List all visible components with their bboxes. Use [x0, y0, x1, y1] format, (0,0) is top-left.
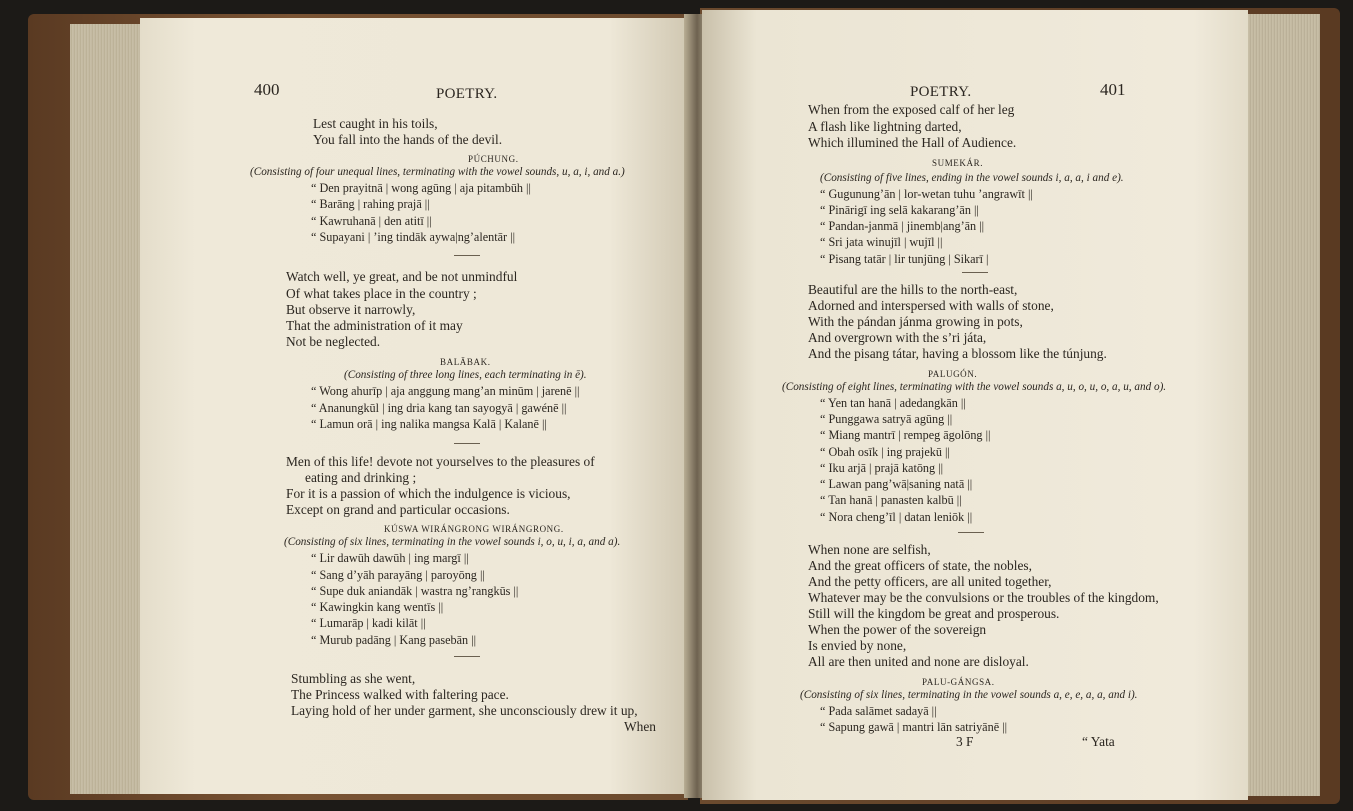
verse-line: “ Tan hanā | panasten kalbū ||	[820, 493, 962, 507]
verse-line: “ Lawan pang’wā|saning natā ||	[820, 477, 973, 491]
text-line: Whatever may be the convulsions or the troubles of the kingdom,	[808, 590, 1159, 605]
text-line: That the administration of it may	[286, 318, 463, 333]
text-line: When from the exposed calf of her leg	[808, 102, 1015, 117]
section-heading: PALU-GÁNGSA.	[922, 677, 995, 687]
text-line: Is envied by none,	[808, 638, 907, 653]
divider	[962, 272, 988, 273]
text-line: Stumbling as she went,	[291, 671, 416, 686]
divider	[454, 255, 480, 256]
text-line: All are then united and none are disloyal.	[808, 654, 1029, 669]
verse-line: “ Barāng | rahing prajā ||	[311, 197, 430, 211]
verse-line: “ Kawruhanā | den atitī ||	[311, 214, 432, 228]
verse-line: “ Nora cheng’īl | datan leniōk ||	[820, 510, 973, 524]
text-line: Of what takes place in the country ;	[286, 286, 477, 301]
verse-line: “ Wong ahurīp | aja anggung mang’an minūm | jarenē ||	[311, 384, 580, 398]
section-heading: PALUGÓN.	[928, 369, 978, 379]
text-line: When the power of the sovereign	[808, 622, 987, 637]
right-page	[702, 10, 1248, 800]
catchword: When	[624, 719, 656, 734]
verse-line: “ Yen tan hanā | adedangkān ||	[820, 396, 966, 410]
section-note: (Consisting of six lines, terminating in the vowel sounds a, e, e, a, a, and i).	[800, 689, 1138, 701]
page-number: 400	[254, 80, 280, 99]
verse-line: “ Supe duk aniandāk | wastra ng’rangkūs ||	[311, 584, 519, 598]
text-line: Still will the kingdom be great and prosperous.	[808, 606, 1060, 621]
text-line: The Princess walked with faltering pace.	[291, 687, 509, 702]
verse-line: “ Obah osīk | ing prajekū ||	[820, 445, 950, 459]
text-line: Not be neglected.	[286, 334, 381, 349]
verse-line: “ Lumarāp | kadi kilāt ||	[311, 616, 426, 630]
text-line: Lest caught in his toils,	[313, 116, 438, 131]
divider	[454, 443, 480, 444]
section-note: (Consisting of three long lines, each terminating in ē).	[344, 369, 587, 381]
text-line: When none are selfish,	[808, 542, 931, 557]
verse-line: “ Supayani | ’ing tindāk aywa|ng’alentār ||	[311, 230, 516, 244]
verse-line: “ Sang d’yāh parayāng | paroyōng ||	[311, 568, 485, 582]
left-page	[140, 18, 692, 794]
text-line: Adorned and interspersed with walls of stone,	[808, 298, 1054, 313]
section-note: (Consisting of five lines, ending in the vowel sounds i, a, a, i and e).	[820, 172, 1124, 184]
text-line: A flash like lightning darted,	[808, 119, 962, 134]
page-edges-right	[1240, 14, 1320, 796]
text-line: Watch well, ye great, and be not unmindful	[286, 269, 518, 284]
section-note: (Consisting of four unequal lines, terminating with the vowel sounds, u, a, i, and a.)	[250, 166, 625, 178]
section-heading: KÚSWA WIRÁNGRONG WIRÁNGRONG.	[384, 524, 564, 534]
signature-mark: 3 F	[956, 734, 974, 749]
section-note: (Consisting of six lines, terminating in the vowel sounds i, o, u, i, a, and a).	[284, 536, 621, 548]
running-head: POETRY.	[910, 84, 972, 100]
text-line: Men of this life! devote not yourselves to the pleasures of	[286, 454, 595, 469]
text-line: With the pándan jánma growing in pots,	[808, 314, 1023, 329]
verse-line: “ Den prayitnā | wong agūng | aja pitambūh ||	[311, 181, 531, 195]
section-heading: SUMEKÁR.	[932, 158, 984, 168]
text-line: Beautiful are the hills to the north-east,	[808, 282, 1018, 297]
verse-line: “ Pada salāmet sadayā ||	[820, 704, 937, 718]
verse-line: “ Gugunung’ān | lor-wetan tuhu ’angrawīt ||	[820, 187, 1033, 201]
verse-line: “ Kawingkin kang wentīs ||	[311, 600, 444, 614]
section-note: (Consisting of eight lines, terminating with the vowel sounds a, u, o, u, o, a, u, and o).	[782, 381, 1167, 393]
verse-line: “ Sri jata winujīl | wujīl ||	[820, 235, 943, 249]
text-line: Except on grand and particular occasions.	[286, 502, 510, 517]
verse-line: “ Lir dawūh dawūh | ing margī ||	[311, 551, 469, 565]
text-line: For it is a passion of which the indulgence is vicious,	[286, 486, 571, 501]
text-line: eating and drinking ;	[305, 470, 417, 485]
divider	[454, 656, 480, 657]
section-heading: PÚCHUNG.	[468, 154, 519, 164]
text-line: Which illumined the Hall of Audience.	[808, 135, 1017, 150]
verse-line: “ Lamun orā | ing nalika mangsa Kalā | Kalanē ||	[311, 417, 547, 431]
text-line: You fall into the hands of the devil.	[313, 132, 503, 147]
page-edges-left	[70, 24, 150, 794]
verse-line: “ Miang mantrī | rempeg āgolōng ||	[820, 428, 991, 442]
text-line: But observe it narrowly,	[286, 302, 416, 317]
divider	[958, 532, 984, 533]
text-line: And the petty officers, are all united together,	[808, 574, 1052, 589]
page-number: 401	[1100, 80, 1126, 99]
verse-line: “ Iku arjā | prajā katōng ||	[820, 461, 944, 475]
running-head: POETRY.	[436, 86, 498, 102]
text-line: Laying hold of her under garment, she unconsciously drew it up,	[291, 703, 638, 718]
catchword: “ Yata	[1082, 734, 1115, 749]
text-line: And overgrown with the s’ri játa,	[808, 330, 987, 345]
verse-line: “ Pisang tatār | lir tunjūng | Sikarī |	[820, 252, 989, 266]
section-heading: BALĀBAK.	[440, 357, 491, 367]
verse-line: “ Murub padāng | Kang pasebān ||	[311, 633, 477, 647]
verse-line: “ Pandan-janmā | jinemb|ang’ān ||	[820, 219, 985, 233]
verse-line: “ Ananungkūl | ing dria kang tan sayogyā | gawénē ||	[311, 401, 567, 415]
text-line: And the great officers of state, the nobles,	[808, 558, 1032, 573]
text-line: And the pisang tátar, having a blossom like the túnjung.	[808, 346, 1107, 361]
verse-line: “ Punggawa satryā agūng ||	[820, 412, 953, 426]
verse-line: “ Sapung gawā | mantri lān satriyānē ||	[820, 720, 1008, 734]
verse-line: “ Pinārigī ing selā kakarang’ān ||	[820, 203, 979, 217]
